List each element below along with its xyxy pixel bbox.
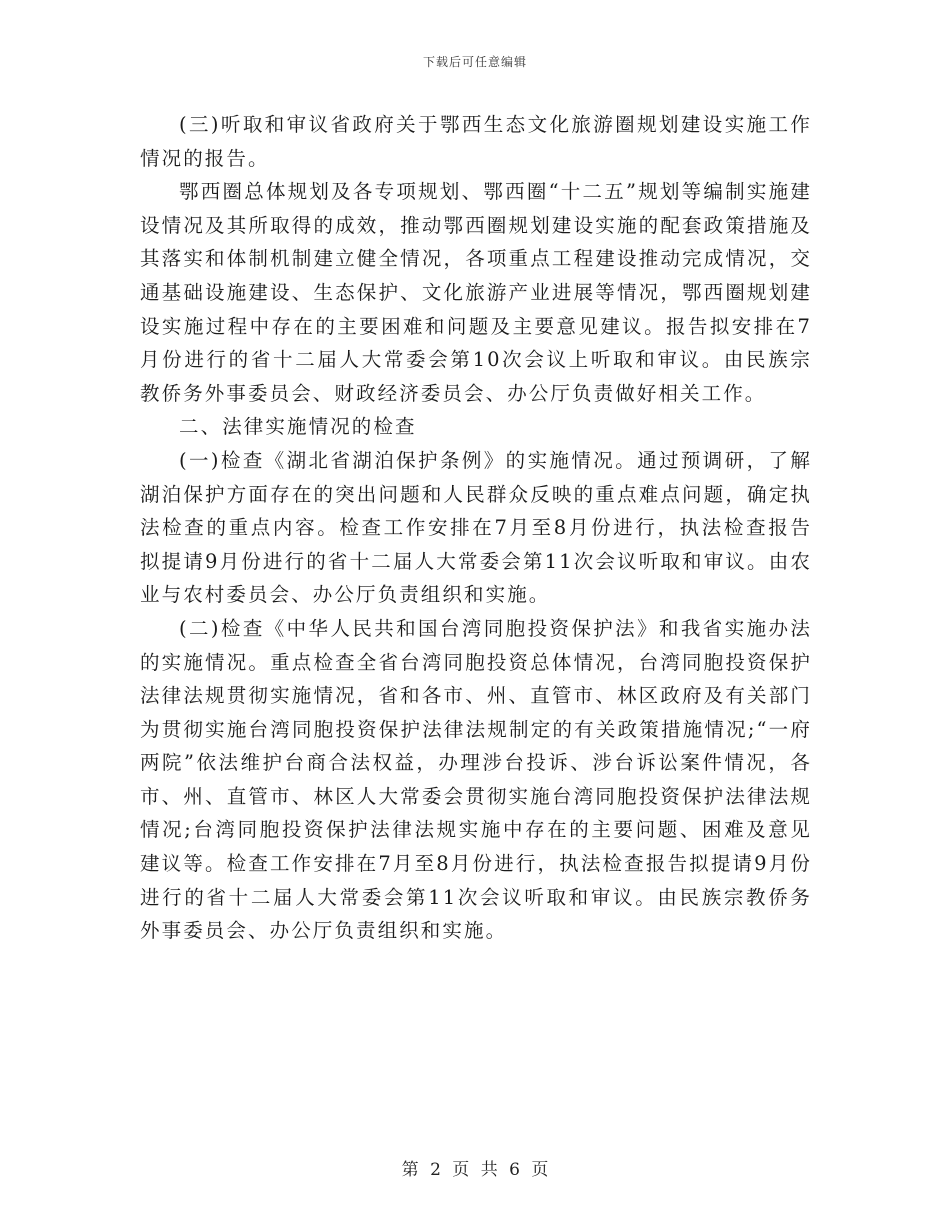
paragraph-taiwan-investment-inspection: (二)检查《中华人民共和国台湾同胞投资保护法》和我省实施办法的实施情况。重点检查全省台湾同胞投资总体情况，台湾同胞投资保护法律法规贯彻实施情况，省和各市、州、直管市、林区政府及有关部门为贯彻实施台湾同胞投资保护法律法规制定的有关政策措施情况;“一府两院”依法维护台商合法权益，办理涉台投诉、涉台诉讼案件情况，各市、州、直管市、林区人大常委会贯彻实施台湾同胞投资保护法律法规情况;台湾同胞投资保护法律法规实施中存在的主要问题、困难及意见建议等。检查工作安排在7月至8月份进行，执法检查报告拟提请9月份进行的省十二届人大常委会第11次会议听取和审议。由民族宗教侨务外事委员会、办公厅负责组织和实施。 bbox=[140, 616, 812, 943]
paragraph-section-3-report: (三)听取和审议省政府关于鄂西生态文化旅游圈规划建设实施工作情况的报告。 bbox=[140, 113, 812, 170]
document-body bbox=[140, 108, 812, 948]
paragraph-lake-protection-inspection: (一)检查《湖北省湖泊保护条例》的实施情况。通过预调研，了解湖泊保护方面存在的突出问题和人民群众反映的重点难点问题，确定执法检查的重点内容。检查工作安排在7月至8月份进行，执法检查报告拟提请9月份进行的省十二届人大常委会第11次会议听取和审议。由农业与农村委员会、办公厅负责组织和实施。 bbox=[140, 448, 812, 607]
paragraph-exi-circle-details: 鄂西圈总体规划及各专项规划、鄂西圈“十二五”规划等编制实施建设情况及其所取得的成效，推动鄂西圈规划建设实施的配套政策措施及其落实和体制机制建立健全情况，各项重点工程建设推动完成情况，交通基础设施建设、生态保护、文化旅游产业进展等情况，鄂西圈规划建设实施过程中存在的主要困难和问题及主要意见建议。报告拟安排在7月份进行的省十二届人大常委会第10次会议上听取和审议。由民族宗教侨务外事委员会、财政经济委员会、办公厅负责做好相关工作。 bbox=[140, 180, 812, 405]
page-number: 第 2 页 共 6 页 bbox=[401, 1160, 549, 1180]
page-header-note: 下载后可任意编辑 bbox=[422, 55, 527, 69]
section-heading-law-inspection: 二、法律实施情况的检查 bbox=[179, 415, 417, 439]
